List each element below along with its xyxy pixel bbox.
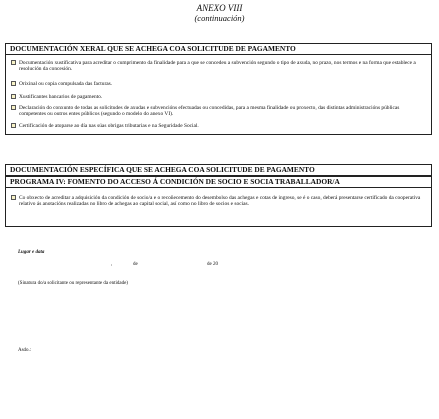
annex-title: ANEXO VIII bbox=[196, 3, 243, 13]
checkbox[interactable] bbox=[11, 105, 16, 110]
general-doc-item: Xustificantes bancarios de pagamento. bbox=[19, 94, 425, 100]
signature-label: (Sinatura do/a solicitante ou representante da entidade) bbox=[18, 281, 128, 286]
place-comma: , bbox=[111, 262, 113, 267]
checkbox[interactable] bbox=[11, 94, 16, 99]
specific-docs-heading: DOCUMENTACIÓN ESPECÍFICA QUE SE ACHEGA COA SOLICITUDE DE PAGAMENTO bbox=[6, 165, 431, 177]
checkbox[interactable] bbox=[11, 60, 16, 65]
specific-doc-item: Co obxecto de acreditar a adquisición da condición de socio/a e o recoñecemento do desembolso das achegas e cotas de ingreso, se é o caso, deberá presentarse certificado da cooperativa relativo ás anotacións realizadas no libro de achegas ao capital social, así como no libro de socios e socias. bbox=[19, 195, 425, 208]
program-heading: PROGRAMA IV: FOMENTO DO ACCESO Á CONDICIÓN DE SOCIO E SOCIA TRABALLADOR/A bbox=[6, 177, 431, 188]
checkbox[interactable] bbox=[11, 195, 16, 200]
date-de-2: de 20 bbox=[207, 262, 218, 267]
general-doc-item: Documentación xustificativa para acreditar o cumprimento da finalidade para a que se concedeu a subvención segundo o tipo de axuda, no prazo, nos termos e na forma que establece a resolución da concesión. bbox=[19, 60, 425, 73]
date-de-1: de bbox=[133, 262, 138, 267]
checkbox[interactable] bbox=[11, 81, 16, 86]
asdo-label: Asdo.: bbox=[18, 348, 32, 353]
general-doc-item: Orixinal ou copia compulsada das facturas. bbox=[19, 81, 425, 87]
general-doc-item: Declaración do conxunto de todas as solicitudes de axudas e subvencións efectuadas ou concedidas, para a mesma finalidade ou proxecto, das distintas administracións públicas competentes ou outros entes públicos (segundo o modelo do anexo VI). bbox=[19, 105, 425, 118]
place-date-label: Lugar e data bbox=[18, 250, 45, 255]
checkbox[interactable] bbox=[11, 123, 16, 128]
specific-docs-section bbox=[5, 164, 432, 227]
general-docs-heading: DOCUMENTACIÓN XERAL QUE SE ACHEGA COA SOLICITUDE DE PAGAMENTO bbox=[6, 44, 431, 55]
general-doc-item: Certificación de atoparse ao día nas súas obrigas tributarias e na Seguridade Social. bbox=[19, 123, 425, 129]
annex-subtitle: (continuación) bbox=[194, 13, 245, 23]
general-docs-section bbox=[5, 43, 432, 135]
